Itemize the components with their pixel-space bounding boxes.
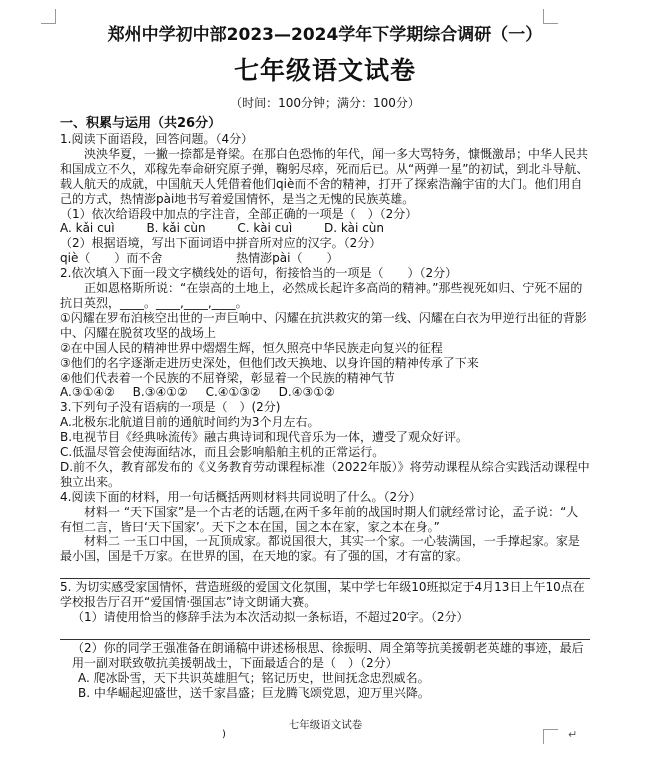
q3-option-b: B.电视节目《经典咏流传》融古典诗词和现代音乐为一体，遭受了观众好评。	[60, 430, 469, 445]
q1-passage: 泱泱华夏，一撇一捺都是脊梁。在那白色恐怖的年代，闻一多大骂特务，慷慨激昂；中华人民共和国成立不久，邓稼先奉命研究原子弹，鞠躬尽瘁，死而后已。从“两弹一星”的初试，到北斗导航、载人航天的成就，中国航天人凭借着他们qiè而不舍的精神，打开了探索浩瀚宇宙的大门。他们用自己的方式，热情澎pài地书写着爱国情怀，是当之无愧的民族英雄。	[60, 146, 589, 206]
q5-stem: 5. 为切实感受家国情怀，营造班级的爱国文化氛围，某中学七年级10班拟定于4月13日上午10点在学校报告厅召开“爱国情·强国志”诗文朗诵大赛。	[60, 580, 585, 610]
exam-page	[60, 24, 590, 701]
q2-item-1: ①闪耀在罗布泊核空出世的一声巨响中、闪耀在抗洪救灾的第一线、闪耀在白衣为甲逆行出征的背影中、闪耀在脱贫攻坚的战场上	[60, 310, 587, 340]
exam-title: 郑州中学初中部2023—2024学年下学期综合调研（一）	[107, 25, 543, 45]
q2-item-4: ④他们代表着一个民族的不屈脊梁，彰显着一个民族的精神气节	[60, 370, 395, 385]
q1-option-d: D. kài cùn	[324, 221, 384, 236]
q2-option-a: A.③①④②	[60, 385, 115, 400]
q2-item-2: ②在中国人民的精神世界中熠熠生辉，恒久照亮中华民族走向复兴的征程	[60, 340, 443, 355]
q4-answer-line	[60, 564, 590, 579]
q1-sub2-items	[60, 251, 590, 266]
section-title: 一、积累与运用（共26分）	[60, 116, 222, 131]
return-icon: ↵	[568, 728, 578, 741]
footer-mark: )	[222, 729, 226, 740]
exam-body	[60, 115, 590, 701]
q2-option-d: D.④③①②	[278, 385, 335, 400]
q1-sub2-item-1: qiè（ ）而不舍	[60, 251, 163, 266]
crop-mark-top-right	[543, 9, 558, 24]
q1-stem: 1.阅读下面语段，回答问题。（4分）	[60, 132, 254, 146]
q3-stem: 3.下列句子没有语病的一项是（ ）(2分)	[60, 400, 281, 415]
q1-sub2-item-2: 热情澎pài（ ）	[236, 251, 339, 266]
q1-sub1: （1）依次给语段中加点的字注音，全部正确的一项是（ ）（2分）	[60, 206, 418, 221]
q1-sub1-options	[60, 221, 590, 236]
q5-sub2: （2）你的同学王强准备在朗诵稿中讲述杨根思、徐振明、周全第等抗美援朝老英雄的事迹，最后用一副对联致敬抗美援朝战士，下面最适合的是（ ）（2分）	[72, 641, 584, 670]
q1-option-b: B. kǎi cùn	[146, 221, 206, 236]
exam-subtitle: 七年级语文试卷	[233, 56, 416, 85]
q3-option-c: C.低温尽管会使海面结冰，而且会影响船舶主机的正常运行。	[60, 445, 385, 460]
q2-item-3: ③他们的名字逐渐走进历史深处，但他们改天换地、以身许国的精神传承了下来	[60, 355, 479, 370]
time-note: （时间：100分钟；满分：100分）	[230, 96, 420, 110]
q5-option-b: B. 中华崛起迎盛世，送千家昌盛；巨龙腾飞颂党恩，迎万里兴降。	[78, 685, 430, 700]
q4-material-2: 材料二 一玉口中国，一瓦顶成家。都说国很大，其实一个家。一心装满国，一手撑起家。家是最小国，国是千万家。在世界的国，在天地的家。有了强的国，才有富的家。	[60, 534, 580, 564]
q5-option-a: A. 爬冰卧雪，天下共识英雄胆气；铭记历史，世间抚念忠烈威名。	[78, 670, 430, 685]
page-footer: 七年级语文试卷	[288, 719, 363, 731]
q1-option-c: C. kài cuì	[237, 221, 293, 236]
q1-sub2: （2）根据语境，写出下面词语中拼音所对应的汉字。（2分）	[60, 236, 382, 251]
crop-mark-top-left	[41, 9, 56, 24]
q1-option-a: A. kǎi cuì	[60, 221, 115, 236]
q5-answer-line	[60, 625, 590, 640]
q2-option-b: B.③④①②	[132, 385, 188, 400]
q4-stem: 4.阅读下面的材料，用一句话概括两则材料共同说明了什么。（2分）	[60, 489, 422, 504]
q2-passage: 正如恩格斯所说：“在崇高的土地上，必然成长起许多高尚的精神。”那些视死如归、宁死不屈的抗日英烈，____。____,____,____。	[60, 281, 583, 310]
q3-option-a: A.北极东北航道目前的通航时间约为3个月左右。	[60, 415, 320, 430]
q2-option-c: C.④①③②	[205, 385, 261, 400]
q2-options	[60, 385, 590, 400]
q4-material-1: 材料一 “天下国家”是一个古老的话题,在两千多年前的战国时期人们就经常讨论，孟子说：“人有恒二言，皆曰‘天下国家’。天下之本在国，国之本在家，家之本在身。”	[60, 504, 579, 534]
q2-stem: 2.依次填入下面一段文字横线处的语句，衔接恰当的一项是（ ）（2分）	[60, 266, 458, 281]
q3-option-d: D.前不久，教育部发布的《义务教育劳动课程标准（2022年版）》将劳动课程从综合实践活动课程中独立出来。	[60, 459, 590, 489]
q5-sub1: （1）请使用恰当的修辞手法为本次活动拟一条标语，不超过20字。（2分）	[72, 610, 469, 625]
